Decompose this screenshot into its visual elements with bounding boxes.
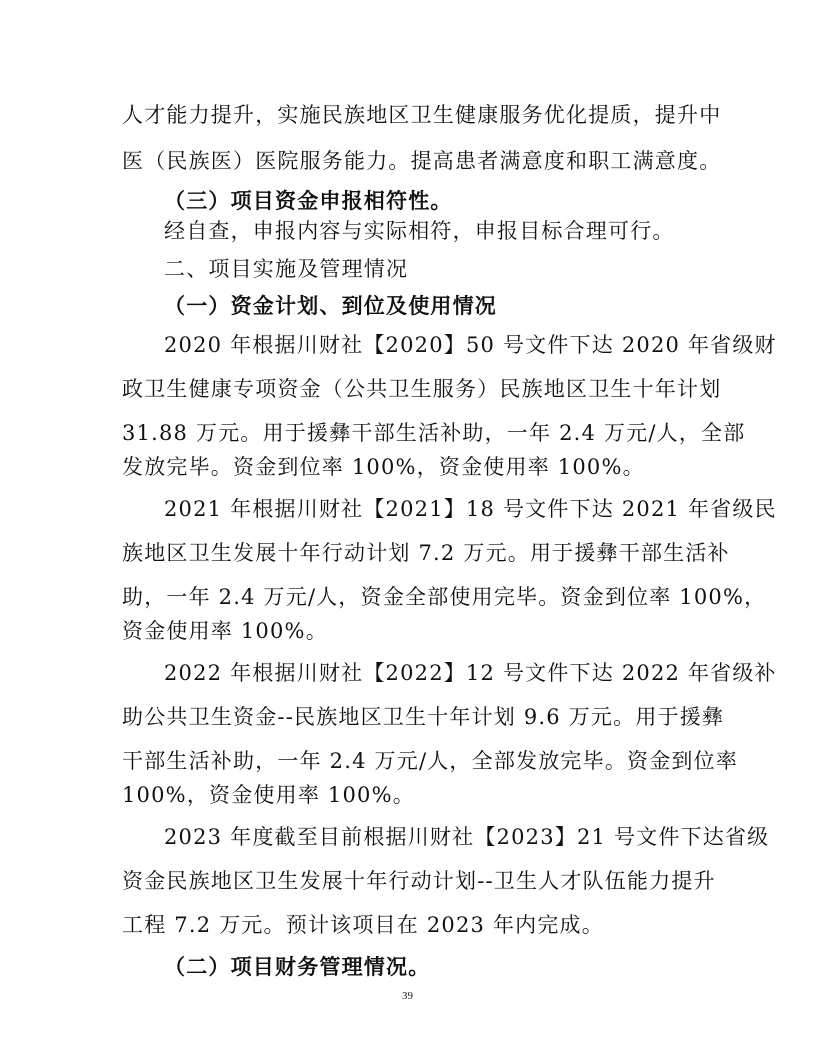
paragraph-line: 医（民族医）医院服务能力。提高患者满意度和职工满意度。 bbox=[122, 149, 722, 173]
paragraph-line: 资金民族地区卫生发展十年行动计划--卫生人才队伍能力提升 bbox=[122, 869, 716, 893]
paragraph-line: 发放完毕。资金到位率 100%，资金使用率 100%。 bbox=[122, 455, 645, 479]
paragraph-line: 工程 7.2 万元。预计该项目在 2023 年内完成。 bbox=[122, 913, 604, 937]
paragraph-line: 干部生活补助，一年 2.4 万元/人，全部发放完毕。资金到位率 bbox=[122, 749, 739, 773]
paragraph-line: 族地区卫生发展十年行动计划 7.2 万元。用于援彝干部生活补 bbox=[122, 541, 730, 565]
paragraph-line: 100%，资金使用率 100%。 bbox=[122, 783, 415, 807]
paragraph-line: 政卫生健康专项资金（公共卫生服务）民族地区卫生十年计划 bbox=[122, 377, 722, 401]
paragraph-line: 2022 年根据川财社【2022】12 号文件下达 2022 年省级补 bbox=[164, 661, 777, 685]
paragraph-line: 助公共卫生资金--民族地区卫生十年计划 9.6 万元。用于援彝 bbox=[122, 705, 725, 729]
subsection-heading-1: （一）资金计划、到位及使用情况 bbox=[164, 294, 497, 318]
paragraph-line: 2023 年度截至目前根据川财社【2023】21 号文件下达省级 bbox=[164, 825, 770, 849]
paragraph-line: 经自查，申报内容与实际相符，申报目标合理可行。 bbox=[164, 219, 675, 243]
section-heading-3: （三）项目资金申报相符性。 bbox=[164, 189, 453, 213]
section-heading-2: 二、项目实施及管理情况 bbox=[164, 257, 409, 281]
page-number: 39 bbox=[402, 990, 413, 1002]
paragraph-line: 31.88 万元。用于援彝干部生活补助，一年 2.4 万元/人，全部 bbox=[122, 421, 746, 445]
paragraph-line: 助，一年 2.4 万元/人，资金全部使用完毕。资金到位率 100%， bbox=[122, 585, 767, 609]
paragraph-line: 2020 年根据川财社【2020】50 号文件下达 2020 年省级财 bbox=[164, 333, 777, 357]
paragraph-line: 资金使用率 100%。 bbox=[122, 619, 328, 643]
subsection-heading-2: （二）项目财务管理情况。 bbox=[164, 955, 431, 979]
paragraph-line: 2021 年根据川财社【2021】18 号文件下达 2021 年省级民 bbox=[164, 497, 777, 521]
paragraph-line: 人才能力提升，实施民族地区卫生健康服务优化提质，提升中 bbox=[122, 103, 722, 127]
